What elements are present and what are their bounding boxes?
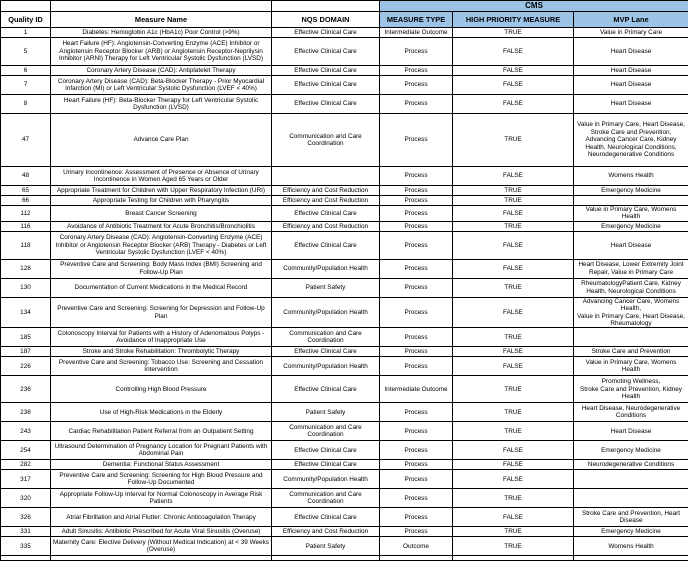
cell-mvp-lane[interactable] — [574, 470, 688, 489]
cell-measure-type[interactable]: Process — [380, 206, 453, 222]
table-row — [1, 347, 688, 357]
cell-quality-id[interactable]: 116 — [1, 221, 51, 231]
cell-high-priority[interactable]: TRUE — [453, 114, 574, 167]
table-row — [1, 297, 688, 328]
cell-quality-id[interactable]: 226 — [1, 357, 51, 376]
cell-measure-type[interactable]: Process — [380, 95, 453, 114]
cell-quality-id[interactable]: 254 — [1, 441, 51, 460]
cell-mvp-lane[interactable]: Value in Primary Care — [574, 28, 688, 38]
cell-nqs-domain[interactable]: Effective Clinical Care — [272, 28, 380, 38]
cell-measure-name[interactable]: Preventive Care and Screening: Tobacco Use: Screening and Cessation Intervention — [51, 357, 272, 376]
partial-cell — [574, 556, 688, 561]
cell-measure-name[interactable]: Appropriate Testing for Children with Pharyngitis — [51, 196, 272, 206]
cell-measure-type[interactable]: Process — [380, 231, 453, 259]
band-blank-cell[interactable] — [1, 1, 51, 12]
table-row — [1, 95, 688, 114]
cell-high-priority[interactable]: FALSE — [453, 95, 574, 114]
header-mvp-lane[interactable]: MVP Lane — [574, 12, 688, 28]
cell-measure-name[interactable]: Urinary Incontinence: Assessment of Presence or Absence of Urinary Incontinence in Women Aged 65 Years or Older — [51, 167, 272, 186]
cell-nqs-domain[interactable]: Community/Population Health — [272, 259, 380, 278]
table-row — [1, 114, 688, 167]
cell-high-priority[interactable]: TRUE — [453, 403, 574, 422]
cell-measure-name[interactable]: Breast Cancer Screening — [51, 206, 272, 222]
table-row — [1, 28, 688, 38]
cell-measure-type[interactable]: Process — [380, 259, 453, 278]
table-row — [1, 186, 688, 196]
cell-quality-id[interactable]: 48 — [1, 167, 51, 186]
table-row — [1, 470, 688, 489]
cell-nqs-domain[interactable]: Efficiency and Cost Reduction — [272, 186, 380, 196]
cell-nqs-domain[interactable]: Patient Safety — [272, 278, 380, 297]
cell-quality-id[interactable]: 130 — [1, 278, 51, 297]
cell-high-priority[interactable]: FALSE — [453, 231, 574, 259]
cell-high-priority[interactable]: TRUE — [453, 221, 574, 231]
cell-quality-id[interactable]: 185 — [1, 328, 51, 347]
cell-quality-id[interactable]: 187 — [1, 347, 51, 357]
cell-nqs-domain[interactable]: Communication and Care Coordination — [272, 422, 380, 441]
cell-quality-id[interactable]: 66 — [1, 196, 51, 206]
table-row — [1, 196, 688, 206]
partial-cell — [380, 556, 453, 561]
table-row — [1, 66, 688, 76]
cell-nqs-domain[interactable]: Community/Population Health — [272, 297, 380, 328]
cell-quality-id[interactable]: 47 — [1, 114, 51, 167]
table-row — [1, 328, 688, 347]
cell-nqs-domain[interactable]: Efficiency and Cost Reduction — [272, 221, 380, 231]
cell-nqs-domain[interactable]: Efficiency and Cost Reduction — [272, 527, 380, 537]
cell-quality-id[interactable]: 134 — [1, 297, 51, 328]
cell-mvp-lane[interactable]: Heart Disease — [574, 231, 688, 259]
header-nqs-domain[interactable]: NQS DOMAIN — [272, 12, 380, 28]
cell-mvp-lane[interactable] — [574, 196, 688, 206]
cell-quality-id[interactable]: 335 — [1, 537, 51, 556]
cell-quality-id[interactable]: 128 — [1, 259, 51, 278]
cell-high-priority[interactable]: TRUE — [453, 328, 574, 347]
cell-high-priority[interactable]: FALSE — [453, 470, 574, 489]
cell-measure-type[interactable]: Process — [380, 76, 453, 95]
cell-measure-type[interactable]: Process — [380, 167, 453, 186]
header-high-priority[interactable]: HIGH PRIORITY MEASURE — [453, 12, 574, 28]
cell-measure-name[interactable]: Dementia: Functional Status Assessment — [51, 460, 272, 470]
cell-measure-name[interactable]: Coronary Artery Disease (CAD): Angiotensin-Converting Enzyme (ACE) Inhibitor or Angiotensin Receptor Blocker (ARB) Therapy - Diabetes or Left Ventricular Systolic Dysfunction (LVEF < 40%) — [51, 231, 272, 259]
cell-nqs-domain[interactable]: Communication and Care Coordination — [272, 489, 380, 508]
cell-measure-name[interactable]: Advance Care Plan — [51, 114, 272, 167]
cell-nqs-domain[interactable] — [272, 167, 380, 186]
cell-measure-name[interactable]: Atrial Fibrillation and Atrial Flutter: Chronic Anticoagulation Therapy — [51, 508, 272, 527]
cell-mvp-lane[interactable]: Stroke Care and Prevention, Heart Disease — [574, 508, 688, 527]
cell-measure-type[interactable]: Process — [380, 297, 453, 328]
cell-nqs-domain[interactable]: Communication and Care Coordination — [272, 114, 380, 167]
column-header-row — [1, 12, 688, 28]
cell-measure-name[interactable]: Appropriate Follow-Up Interval for Normal Colonoscopy in Average Risk Patients — [51, 489, 272, 508]
cell-nqs-domain[interactable]: Patient Safety — [272, 403, 380, 422]
cell-nqs-domain[interactable]: Effective Clinical Care — [272, 95, 380, 114]
cell-measure-type[interactable]: Process — [380, 422, 453, 441]
cell-measure-name[interactable]: Preventive Care and Screening: Screening for Depression and Follow-Up Plan — [51, 297, 272, 328]
cell-mvp-lane[interactable]: RheumatologyPatient Care, Kidney Health, Neurological Conditions — [574, 278, 688, 297]
cell-mvp-lane[interactable]: Advancing Cancer Care, Womens Health, Value in Primary Care, Heart Disease, Rheumatology — [574, 297, 688, 328]
cell-measure-type[interactable]: Process — [380, 38, 453, 66]
cell-measure-type[interactable]: Intermediate Outcome — [380, 28, 453, 38]
cell-high-priority[interactable]: TRUE — [453, 278, 574, 297]
cell-nqs-domain[interactable]: Effective Clinical Care — [272, 508, 380, 527]
cell-mvp-lane[interactable]: Womens Health — [574, 167, 688, 186]
cell-measure-type[interactable]: Process — [380, 357, 453, 376]
cell-nqs-domain[interactable]: Effective Clinical Care — [272, 376, 380, 403]
cell-high-priority[interactable]: FALSE — [453, 167, 574, 186]
cell-measure-name[interactable]: Ultrasound Determination of Pregnancy Location for Pregnant Patients with Abdominal Pain — [51, 441, 272, 460]
cell-quality-id[interactable]: 6 — [1, 66, 51, 76]
cell-high-priority[interactable]: FALSE — [453, 508, 574, 527]
cell-nqs-domain[interactable]: Efficiency and Cost Reduction — [272, 196, 380, 206]
cell-high-priority[interactable]: TRUE — [453, 376, 574, 403]
cell-high-priority[interactable]: TRUE — [453, 489, 574, 508]
cell-measure-type[interactable]: Process — [380, 328, 453, 347]
cell-high-priority[interactable]: FALSE — [453, 347, 574, 357]
cell-high-priority[interactable]: TRUE — [453, 527, 574, 537]
cell-measure-name[interactable]: Heart Failure (HF): Beta-Blocker Therapy for Left Ventricular Systolic Dysfunction (LVSD) — [51, 95, 272, 114]
cell-nqs-domain[interactable]: Effective Clinical Care — [272, 66, 380, 76]
cell-high-priority[interactable]: FALSE — [453, 76, 574, 95]
cell-mvp-lane[interactable]: Promoting Wellness, Stroke Care and Prevention, Kidney Health — [574, 376, 688, 403]
table-row — [1, 38, 688, 66]
cell-measure-name[interactable]: Coronary Artery Disease (CAD): Beta-Blocker Therapy - Prior Myocardial Infarction (MI) or Left Ventricular Systolic Dysfunction (LVEF < 40%) — [51, 76, 272, 95]
cell-nqs-domain[interactable]: Community/Population Health — [272, 470, 380, 489]
cell-high-priority[interactable]: FALSE — [453, 259, 574, 278]
cell-measure-type[interactable]: Outcome — [380, 537, 453, 556]
cell-measure-type[interactable]: Process — [380, 460, 453, 470]
cell-high-priority[interactable]: TRUE — [453, 196, 574, 206]
cell-measure-name[interactable]: Maternity Care: Elective Delivery (Without Medical Indication) at < 39 Weeks (Overuse) — [51, 537, 272, 556]
table-row — [1, 278, 688, 297]
cell-measure-name[interactable]: Preventive Care and Screening: Body Mass Index (BMI) Screening and Follow-Up Plan — [51, 259, 272, 278]
cell-high-priority[interactable]: FALSE — [453, 66, 574, 76]
cell-mvp-lane[interactable]: Emergency Medicine — [574, 186, 688, 196]
cell-quality-id[interactable]: 326 — [1, 508, 51, 527]
cell-measure-name[interactable]: Coronary Artery Disease (CAD): Antiplatelet Therapy — [51, 66, 272, 76]
cell-quality-id[interactable]: 243 — [1, 422, 51, 441]
band-blank-cell[interactable] — [272, 1, 380, 12]
cell-measure-type[interactable]: Process — [380, 221, 453, 231]
cell-nqs-domain[interactable]: Effective Clinical Care — [272, 460, 380, 470]
band-blank-cell[interactable] — [51, 1, 272, 12]
header-measure-name[interactable]: Measure Name — [51, 12, 272, 28]
cell-mvp-lane[interactable]: Heart Disease — [574, 38, 688, 66]
table-row — [1, 259, 688, 278]
cell-quality-id[interactable]: 282 — [1, 460, 51, 470]
cell-measure-name[interactable]: Adult Sinusitis: Antibiotic Prescribed for Acute Viral Sinusitis (Overuse) — [51, 527, 272, 537]
cell-mvp-lane[interactable] — [574, 328, 688, 347]
cell-measure-name[interactable]: Cardiac Rehabilitation Patient Referral from an Outpatient Setting — [51, 422, 272, 441]
table-body — [1, 1, 688, 561]
partial-row — [1, 556, 688, 561]
cell-measure-name[interactable]: Heart Failure (HF): Angiotensin-Converting Enzyme (ACE) Inhibitor or Angiotensin Receptor Blocker (ARB) or Angiotensin Receptor-Neprilysin Inhibitor (ARNI) Therapy for Left Ventricular Systolic Dysfunction (LVSD) — [51, 38, 272, 66]
partial-cell — [453, 556, 574, 561]
cell-measure-type[interactable]: Process — [380, 186, 453, 196]
table-row — [1, 357, 688, 376]
cell-measure-type[interactable]: Process — [380, 489, 453, 508]
table-row — [1, 206, 688, 222]
cell-measure-type[interactable]: Process — [380, 527, 453, 537]
cell-quality-id[interactable]: 5 — [1, 38, 51, 66]
cell-high-priority[interactable]: TRUE — [453, 422, 574, 441]
cell-mvp-lane[interactable]: Neurodegenerative Conditions — [574, 460, 688, 470]
partial-cell — [51, 556, 272, 561]
header-measure-type[interactable]: MEASURE TYPE — [380, 12, 453, 28]
cell-nqs-domain[interactable]: Patient Safety — [272, 537, 380, 556]
cell-measure-name[interactable]: Diabetes: Hemoglobin A1c (HbA1c) Poor Control (>9%) — [51, 28, 272, 38]
table-row — [1, 403, 688, 422]
cell-mvp-lane[interactable]: Value in Primary Care, Heart Disease, Stroke Care and Prevention, Advancing Cancer Care, Kidney Health, Neurological Conditions, Neurodegenerative Conditions — [574, 114, 688, 167]
cell-quality-id[interactable]: 8 — [1, 95, 51, 114]
cell-quality-id[interactable]: 317 — [1, 470, 51, 489]
cell-quality-id[interactable]: 118 — [1, 231, 51, 259]
cell-nqs-domain[interactable]: Effective Clinical Care — [272, 231, 380, 259]
cell-quality-id[interactable]: 112 — [1, 206, 51, 222]
cell-nqs-domain[interactable]: Effective Clinical Care — [272, 38, 380, 66]
cms-group-header[interactable]: CMS — [380, 1, 688, 12]
cell-nqs-domain[interactable]: Community/Population Health — [272, 357, 380, 376]
cell-measure-name[interactable]: Stroke and Stroke Rehabilitation: Thrombolytic Therapy — [51, 347, 272, 357]
cell-mvp-lane[interactable]: Heart Disease — [574, 66, 688, 76]
table-row — [1, 221, 688, 231]
cell-nqs-domain[interactable]: Effective Clinical Care — [272, 441, 380, 460]
cell-measure-type[interactable]: Process — [380, 66, 453, 76]
cell-mvp-lane[interactable]: Heart Disease, Neurodegenerative Conditions — [574, 403, 688, 422]
cell-measure-type[interactable]: Process — [380, 441, 453, 460]
cell-quality-id[interactable]: 236 — [1, 376, 51, 403]
cell-measure-name[interactable]: Use of High-Risk Medications in the Elderly — [51, 403, 272, 422]
cell-measure-type[interactable]: Process — [380, 508, 453, 527]
partial-cell — [272, 556, 380, 561]
table-row — [1, 422, 688, 441]
cell-high-priority[interactable]: TRUE — [453, 186, 574, 196]
cell-measure-name[interactable]: Avoidance of Antibiotic Treatment for Acute Bronchitis/Bronchiolitis — [51, 221, 272, 231]
cell-measure-type[interactable]: Intermediate Outcome — [380, 376, 453, 403]
cell-mvp-lane[interactable]: Value in Primary Care, Womens Health — [574, 206, 688, 222]
cell-nqs-domain[interactable]: Effective Clinical Care — [272, 347, 380, 357]
cell-measure-name[interactable]: Appropriate Treatment for Children with Upper Respiratory Infection (URI) — [51, 186, 272, 196]
cell-quality-id[interactable]: 238 — [1, 403, 51, 422]
table-row — [1, 76, 688, 95]
cell-high-priority[interactable]: TRUE — [453, 28, 574, 38]
cell-measure-type[interactable]: Process — [380, 470, 453, 489]
cell-quality-id[interactable]: 320 — [1, 489, 51, 508]
cell-high-priority[interactable]: FALSE — [453, 441, 574, 460]
cell-quality-id[interactable]: 65 — [1, 186, 51, 196]
cell-mvp-lane[interactable]: Stroke Care and Prevention — [574, 347, 688, 357]
cell-mvp-lane[interactable]: Womens Health — [574, 537, 688, 556]
table-row — [1, 441, 688, 460]
cell-measure-name[interactable]: Colonoscopy Interval for Patients with a History of Adenomatous Polyps - Avoidance of Inappropriate Use — [51, 328, 272, 347]
cell-high-priority[interactable]: FALSE — [453, 297, 574, 328]
cell-mvp-lane[interactable]: Emergency Medicine — [574, 221, 688, 231]
cell-high-priority[interactable]: FALSE — [453, 206, 574, 222]
cell-measure-name[interactable]: Documentation of Current Medications in the Medical Record — [51, 278, 272, 297]
cell-mvp-lane[interactable]: Heart Disease — [574, 95, 688, 114]
cell-mvp-lane[interactable] — [574, 489, 688, 508]
cell-mvp-lane[interactable]: Heart Disease — [574, 76, 688, 95]
cell-measure-type[interactable]: Process — [380, 114, 453, 167]
table-row — [1, 460, 688, 470]
cell-mvp-lane[interactable]: Value in Primary Care, Womens Health — [574, 357, 688, 376]
table-row — [1, 231, 688, 259]
header-quality-id[interactable]: Quality ID — [1, 12, 51, 28]
cell-nqs-domain[interactable]: Communication and Care Coordination — [272, 328, 380, 347]
table-row — [1, 537, 688, 556]
cell-high-priority[interactable]: TRUE — [453, 537, 574, 556]
partial-cell — [1, 556, 51, 561]
cell-mvp-lane[interactable]: Emergency Medicine — [574, 527, 688, 537]
cell-high-priority[interactable]: FALSE — [453, 38, 574, 66]
cell-mvp-lane[interactable]: Heart Disease — [574, 422, 688, 441]
cell-high-priority[interactable]: FALSE — [453, 460, 574, 470]
table-row — [1, 527, 688, 537]
cell-nqs-domain[interactable]: Effective Clinical Care — [272, 76, 380, 95]
cell-high-priority[interactable]: FALSE — [453, 357, 574, 376]
cell-mvp-lane[interactable]: Heart Disease, Lower Extremity Joint Repair, Value in Primary Care — [574, 259, 688, 278]
cms-band-row — [1, 1, 688, 12]
cell-measure-type[interactable]: Process — [380, 278, 453, 297]
cell-measure-type[interactable]: Process — [380, 403, 453, 422]
table-row — [1, 508, 688, 527]
cell-measure-type[interactable]: Process — [380, 196, 453, 206]
cell-quality-id[interactable]: 331 — [1, 527, 51, 537]
cell-measure-name[interactable]: Preventive Care and Screening: Screening for High Blood Pressure and Follow-Up Documented — [51, 470, 272, 489]
table-row — [1, 489, 688, 508]
cell-measure-name[interactable]: Controlling High Blood Pressure — [51, 376, 272, 403]
cell-measure-type[interactable]: Process — [380, 347, 453, 357]
cell-mvp-lane[interactable]: Emergency Medicine — [574, 441, 688, 460]
cell-nqs-domain[interactable]: Effective Clinical Care — [272, 206, 380, 222]
cell-quality-id[interactable]: 7 — [1, 76, 51, 95]
table-row — [1, 376, 688, 403]
table-row — [1, 167, 688, 186]
cell-quality-id[interactable]: 1 — [1, 28, 51, 38]
